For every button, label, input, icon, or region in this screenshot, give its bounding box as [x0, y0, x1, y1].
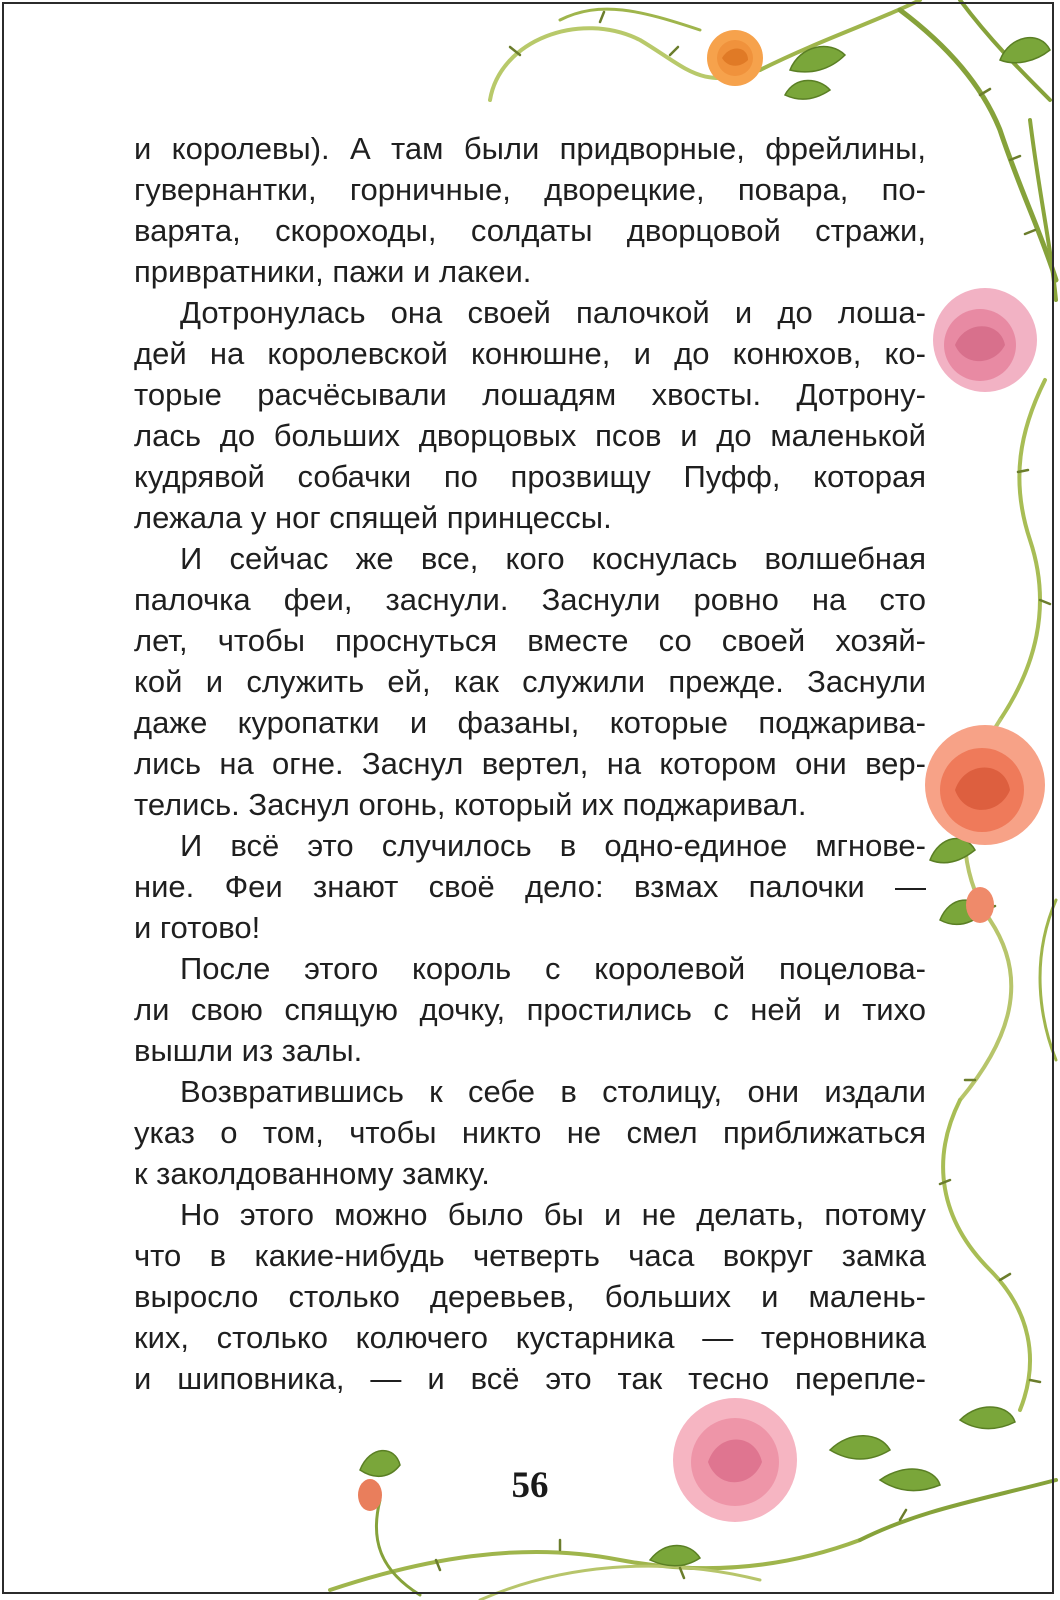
text-line: лет, чтобы проснуться вместе со своей хозяй- — [134, 623, 926, 658]
paragraph-4 — [134, 825, 926, 948]
text-line: После этого король с королевой поцелова- — [180, 951, 926, 986]
text-line: и шиповника, — и всё это так тесно перепле- — [134, 1361, 926, 1396]
text-line: ли свою спящую дочку, простились с ней и тихо — [134, 992, 926, 1027]
text-line: лись на огне. Заснул вертел, на котором они вер- — [134, 746, 926, 781]
text-line: привратники, пажи и лакеи. — [134, 254, 532, 289]
text-line: кой и служить ей, как служили прежде. Заснули — [134, 664, 926, 699]
text-line: гувернантки, горничные, дворецкие, повара, по- — [134, 172, 926, 207]
text-line: что в какие-нибудь четверть часа вокруг замка — [134, 1238, 926, 1273]
text-line: телись. Заснул огонь, который их поджаривал. — [134, 787, 807, 822]
page-number: 56 — [511, 1465, 549, 1506]
story-text — [134, 128, 926, 1399]
paragraph-1 — [134, 128, 926, 292]
text-line: Дотронулась она своей палочкой и до лоша- — [180, 295, 926, 330]
text-line: лежала у ног спящей принцессы. — [134, 500, 612, 535]
text-line: выросло столько деревьев, больших и малень- — [134, 1279, 926, 1314]
text-line: указ о том, чтобы никто не смел приближаться — [134, 1115, 926, 1150]
text-line: палочка феи, заснули. Заснули ровно на сто — [134, 582, 926, 617]
text-line: даже куропатки и фазаны, которые поджарива- — [134, 705, 926, 740]
text-line: торые расчёсывали лошадям хвосты. Дотрону- — [134, 377, 926, 412]
text-line: Возвратившись к себе в столицу, они издали — [180, 1074, 926, 1109]
text-line: И сейчас же все, кого коснулась волшебная — [180, 541, 926, 576]
text-line: И всё это случилось в одно-единое мгнове- — [180, 828, 926, 863]
text-line: к заколдованному замку. — [134, 1156, 490, 1191]
text-line: дей на королевской конюшне, и до конюхов, ко- — [134, 336, 926, 371]
text-line: и королевы). А там были придворные, фрейлины, — [134, 131, 926, 166]
paragraph-3 — [134, 538, 926, 825]
text-line: вышли из залы. — [134, 1033, 363, 1068]
text-line: варята, скороходы, солдаты дворцовой стражи, — [134, 213, 926, 248]
paragraph-6 — [134, 1071, 926, 1194]
text-line: ние. Феи знают своё дело: взмах палочки — — [134, 869, 926, 904]
text-line: кудрявой собачки по прозвищу Пуфф, которая — [134, 459, 926, 494]
paragraph-5 — [134, 948, 926, 1071]
text-line: и готово! — [134, 910, 261, 945]
paragraph-2 — [134, 292, 926, 538]
paragraph-7 — [134, 1194, 926, 1399]
text-line: Но этого можно было бы и не делать, потому — [180, 1197, 926, 1232]
text-line: лась до больших дворцовых псов и до маленькой — [134, 418, 926, 453]
text-line: ких, столько колючего кустарника — терновника — [134, 1320, 926, 1355]
